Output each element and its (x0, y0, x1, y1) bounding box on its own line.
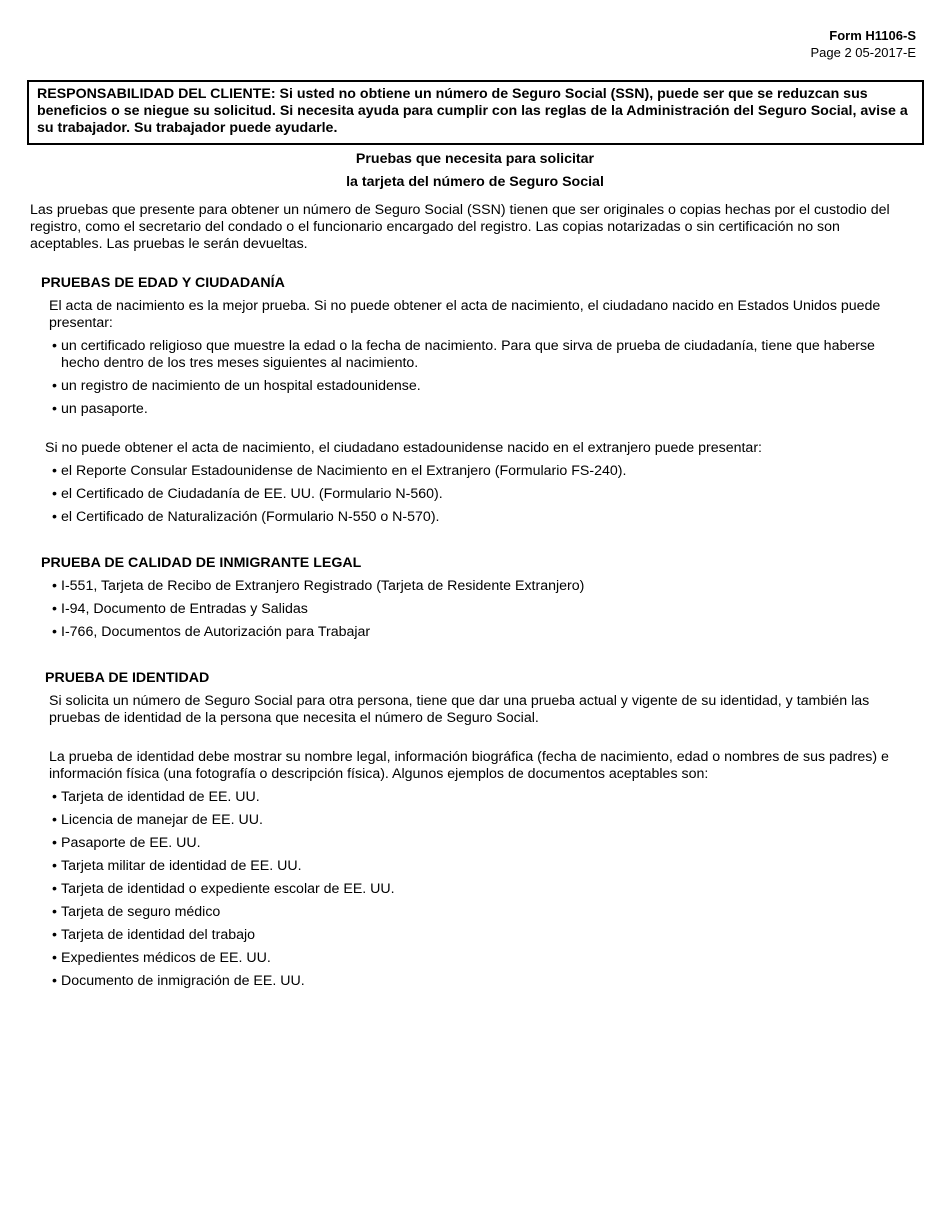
foreign-born-paragraph: Si no puede obtener el acta de nacimiento, el ciudadano estadounidense nacido en el extranjero puede presentar: (45, 440, 762, 456)
list-item: • Licencia de manejar de EE. UU. (52, 812, 912, 829)
list-item: • Expedientes médicos de EE. UU. (52, 950, 912, 967)
form-id: Form H1106-S (829, 28, 916, 43)
page-info: Page 2 05-2017-E (810, 45, 916, 60)
document-title-line-1: Pruebas que necesita para solicitar (355, 151, 595, 167)
list-item: • Tarjeta de identidad de EE. UU. (52, 789, 912, 806)
immigrant-document-list (52, 578, 912, 647)
document-title-line-2: la tarjeta del número de Seguro Social (346, 174, 604, 190)
list-item: • Tarjeta militar de identidad de EE. UU. (52, 858, 912, 875)
intro-paragraph: Las pruebas que presente para obtener un número de Seguro Social (SSN) tienen que ser originales o copias hechas por el custodio del registro, como el secretario del condado o el funcionario encargado del registro. Las copias notarizadas o sin certificación no son aceptables. Las pruebas le serán devueltas. (30, 202, 890, 252)
us-born-paragraph: El acta de nacimiento es la mejor prueba. Si no puede obtener el acta de nacimiento, el ciudadano nacido en Estados Unidos puede presentar: (49, 298, 881, 331)
us-born-list (52, 338, 914, 424)
list-item: • I-766, Documentos de Autorización para Trabajar (52, 624, 912, 641)
list-item: • Documento de inmigración de EE. UU. (52, 973, 912, 990)
section-heading-legal-immigrant: PRUEBA DE CALIDAD DE INMIGRANTE LEGAL (41, 555, 362, 571)
list-item: • Pasaporte de EE. UU. (52, 835, 912, 852)
list-item: • el Reporte Consular Estadounidense de Nacimiento en el Extranjero (Formulario FS-240). (52, 463, 912, 480)
list-item: • Tarjeta de seguro médico (52, 904, 912, 921)
document-title (0, 148, 950, 194)
list-item: • un pasaporte. (52, 401, 914, 418)
section-heading-identity: PRUEBA DE IDENTIDAD (45, 670, 210, 686)
list-item: • Tarjeta de identidad del trabajo (52, 927, 912, 944)
list-item: • un certificado religioso que muestre la edad o la fecha de nacimiento. Para que sirva de prueba de ciudadanía, tiene que haberse hecho dentro de los tres meses siguientes al nacimiento. (52, 338, 914, 372)
foreign-born-list (52, 463, 912, 532)
list-item: • Tarjeta de identidad o expediente escolar de EE. UU. (52, 881, 912, 898)
list-item: • un registro de nacimiento de un hospital estadounidense. (52, 378, 914, 395)
identity-paragraph-2: La prueba de identidad debe mostrar su nombre legal, información biográfica (fecha de nacimiento, edad o nombres de sus padres) e información física (una fotografía o descripción física). Algunos ejemplos de documentos aceptables son: (49, 749, 889, 782)
list-item: • I-94, Documento de Entradas y Salidas (52, 601, 912, 618)
list-item: • el Certificado de Naturalización (Formulario N-550 o N-570). (52, 509, 912, 526)
section-heading-age-citizenship: PRUEBAS DE EDAD Y CIUDADANÍA (41, 275, 285, 291)
list-item: • I-551, Tarjeta de Recibo de Extranjero Registrado (Tarjeta de Residente Extranjero) (52, 578, 912, 595)
identity-paragraph-1: Si solicita un número de Seguro Social para otra persona, tiene que dar una prueba actual y vigente de su identidad, y también las pruebas de identidad de la persona que necesita el número de Seguro Social. (49, 693, 870, 726)
client-responsibility-notice: RESPONSABILIDAD DEL CLIENTE: Si usted no obtiene un número de Seguro Social (SSN), puede ser que se reduzcan sus beneficios o se niegue su solicitud. Si necesita ayuda para cumplir con las reglas de la Administración del Seguro Social, avise a su trabajador. Su trabajador puede ayudarle. (27, 80, 924, 145)
list-item: • el Certificado de Ciudadanía de EE. UU. (Formulario N-560). (52, 486, 912, 503)
form-header (810, 28, 916, 62)
identity-document-list (52, 789, 912, 996)
